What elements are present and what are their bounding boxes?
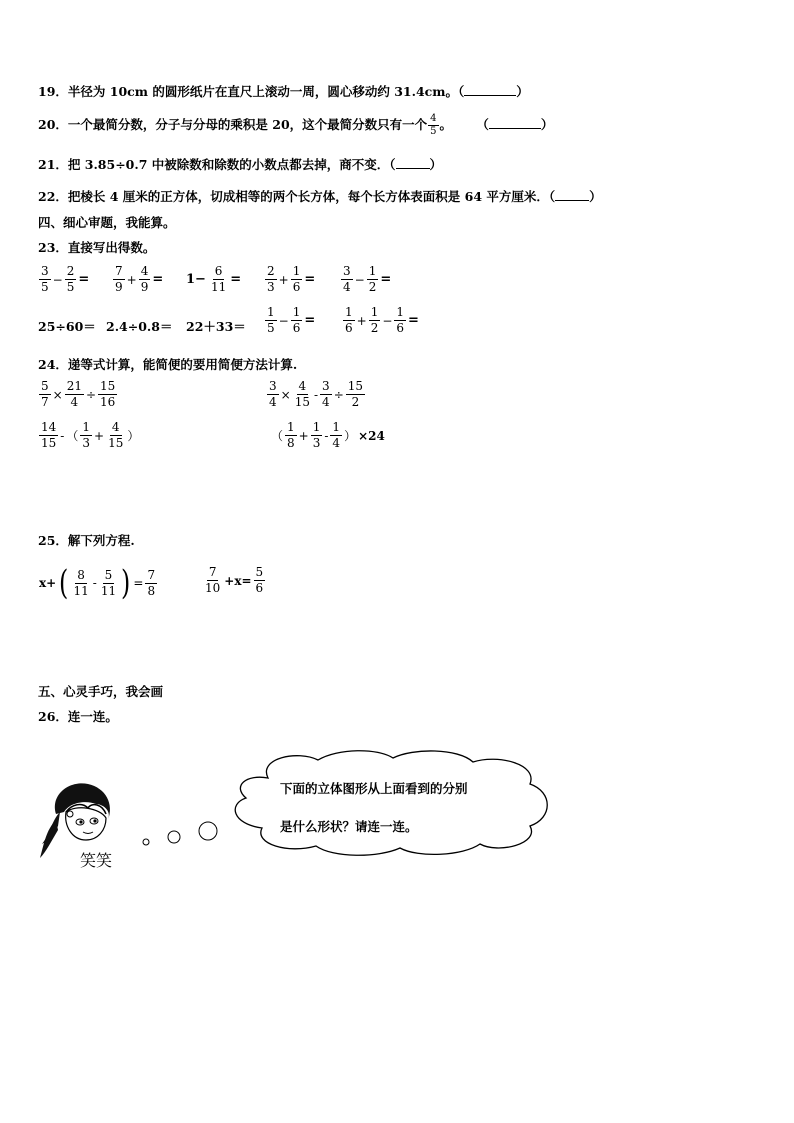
- fraction: $\frac{2}{5}$: [66, 264, 75, 294]
- answer-blank[interactable]: [464, 84, 516, 96]
- question-number: 21．: [38, 157, 68, 172]
- question-23-title: 23．直接写出得数。: [38, 240, 156, 255]
- fraction: $\frac{15}{16}$: [100, 379, 116, 409]
- character-name: 笑笑: [80, 851, 113, 870]
- q23-expr-9: $\frac{1}{5}$ − $\frac{1}{6}$ =: [267, 305, 316, 335]
- fraction: $\frac{21}{4}$: [66, 379, 82, 409]
- question-22: 22．把棱长 4 厘米的正方体，切成相等的两个长方体，每个长方体表面积是 64 平方厘米．（ ）: [38, 189, 602, 204]
- fraction: $\frac{6}{11}$: [210, 264, 227, 294]
- fraction: $\frac{4}{9}$: [140, 264, 149, 294]
- q25-equation-2: $\frac{7}{10}$ +x= $\frac{5}{6}$: [205, 565, 264, 595]
- q23-expr-8: 22＋33＝: [186, 319, 246, 334]
- cloud-text-line-2: 是什么形状？请连一连。: [280, 819, 418, 834]
- fraction: $\frac{3}{4}$: [269, 379, 277, 409]
- q24-expr-2: $\frac{3}{4}$ × $\frac{4}{15}$ - $\frac{3}{4}$ ÷ $\frac{15}{2}$: [269, 379, 364, 409]
- question-26-title: 26．连一连。: [38, 709, 118, 724]
- girl-character-illustration: [36, 774, 136, 872]
- fraction: $\frac{5}{6}$: [255, 565, 264, 595]
- fraction: $\frac{7}{10}$: [205, 565, 221, 595]
- question-text: 把 3.85÷0.7 中被除数和除数的小数点都去掉，商不变．（: [67, 157, 396, 172]
- fraction: $\frac{1}{2}$: [368, 264, 377, 294]
- q24-expr-1: $\frac{5}{7}$ × $\frac{21}{4}$ ÷ $\frac{15}{16}$: [41, 379, 116, 409]
- fraction: $\frac{4}{15}$: [294, 379, 310, 409]
- fraction: $\frac{1}{6}$: [396, 305, 405, 335]
- answer-blank[interactable]: [396, 157, 430, 169]
- answer-blank[interactable]: [489, 117, 541, 129]
- question-19: 19．半径为 10cm 的圆形纸片在直尺上滚动一周，圆心移动约 31.4cm。（ ）: [38, 84, 529, 99]
- q25-equation-1: x+ ( $\frac{8}{11}$ - $\frac{5}{11}$ ) = $\frac{7}{8}$: [39, 563, 156, 603]
- fraction: $\frac{4}{5}$: [430, 113, 437, 137]
- question-number: 20．: [38, 117, 68, 132]
- thought-bubble-medium: [168, 831, 180, 843]
- question-20: 20．一个最简分数，分子与分母的乘积是 20，这个最简分数只有一个 $\frac{4}{5}$ 。 （ ）: [38, 113, 554, 137]
- q23-expr-1: $\frac{3}{5}$ − $\frac{2}{5}$ =: [41, 264, 90, 294]
- q23-expr-7: 2.4÷0.8＝: [106, 319, 173, 334]
- fraction: $\frac{1}{8}$: [287, 420, 295, 450]
- q24-expr-4: （ $\frac{1}{8}$ + $\frac{1}{3}$ - $\frac{1}{4}$ ） ×24: [271, 420, 385, 450]
- question-text: 把棱长 4 厘米的正方体，切成相等的两个长方体，每个长方体表面积是 64 平方厘米．（: [67, 189, 556, 204]
- cloud-text-line-1: 下面的立体图形从上面看到的分别: [280, 781, 468, 796]
- question-24-title: 24．递等式计算，能简便的要用简便方法计算.: [38, 357, 298, 372]
- q23-expr-4: $\frac{2}{3}$ + $\frac{1}{6}$ =: [267, 264, 316, 294]
- fraction: $\frac{3}{5}$: [41, 264, 49, 294]
- question-number: 19．: [38, 84, 68, 99]
- q23-expr-3: 1− $\frac{6}{11}$ =: [186, 264, 242, 294]
- fraction: $\frac{1}{2}$: [370, 305, 379, 335]
- fraction: $\frac{4}{15}$: [108, 420, 124, 450]
- fraction: $\frac{3}{4}$: [343, 264, 351, 294]
- fraction: $\frac{2}{3}$: [267, 264, 275, 294]
- fraction: $\frac{1}{3}$: [82, 420, 90, 450]
- fraction: $\frac{7}{8}$: [147, 567, 156, 598]
- thought-bubbles: [136, 820, 226, 850]
- thought-bubble-large: [199, 822, 217, 840]
- fraction: $\frac{14}{15}$: [41, 420, 57, 450]
- fraction: $\frac{1}{6}$: [292, 305, 301, 335]
- fraction: $\frac{1}{5}$: [267, 305, 275, 335]
- q23-expr-6: 25÷60＝: [38, 319, 96, 334]
- fraction: $\frac{1}{3}$: [312, 420, 321, 450]
- q23-expr-5: $\frac{3}{4}$ − $\frac{1}{2}$ =: [343, 264, 392, 294]
- question-25-title: 25．解下列方程.: [38, 533, 135, 548]
- question-text: 一个最简分数，分子与分母的乘积是 20，这个最简分数只有一个: [67, 117, 428, 132]
- speech-cloud: [218, 748, 558, 858]
- q24-expr-3: $\frac{14}{15}$ - （ $\frac{1}{3}$ + $\frac{4}{15}$ ）: [41, 420, 140, 450]
- q23-expr-10: $\frac{1}{6}$ + $\frac{1}{2}$ − $\frac{1}{6}$ =: [345, 305, 419, 335]
- question-number: 22．: [38, 189, 68, 204]
- question-21: 21．把 3.85÷0.7 中被除数和除数的小数点都去掉，商不变．（ ）: [38, 157, 443, 172]
- fraction: $\frac{3}{4}$: [322, 379, 330, 409]
- answer-blank[interactable]: [555, 189, 589, 201]
- thought-bubble-small: [143, 839, 149, 845]
- fraction: $\frac{15}{2}$: [347, 379, 364, 409]
- fraction: $\frac{8}{11}$: [73, 567, 89, 598]
- fraction: $\frac{5}{11}$: [100, 567, 117, 598]
- fraction: $\frac{1}{4}$: [332, 420, 341, 450]
- section-five-heading: 五、心灵手巧，我会画: [38, 684, 164, 699]
- fraction: $\frac{5}{7}$: [41, 379, 49, 409]
- fraction: $\frac{1}{6}$: [292, 264, 301, 294]
- fraction: $\frac{1}{6}$: [345, 305, 353, 335]
- question-text: 半径为 10cm 的圆形纸片在直尺上滚动一周，圆心移动约 31.4cm。（: [67, 84, 465, 99]
- fraction: $\frac{7}{9}$: [115, 264, 123, 294]
- section-four-heading: 四、细心审题，我能算。: [38, 215, 176, 230]
- q23-expr-2: $\frac{7}{9}$ + $\frac{4}{9}$ =: [115, 264, 164, 294]
